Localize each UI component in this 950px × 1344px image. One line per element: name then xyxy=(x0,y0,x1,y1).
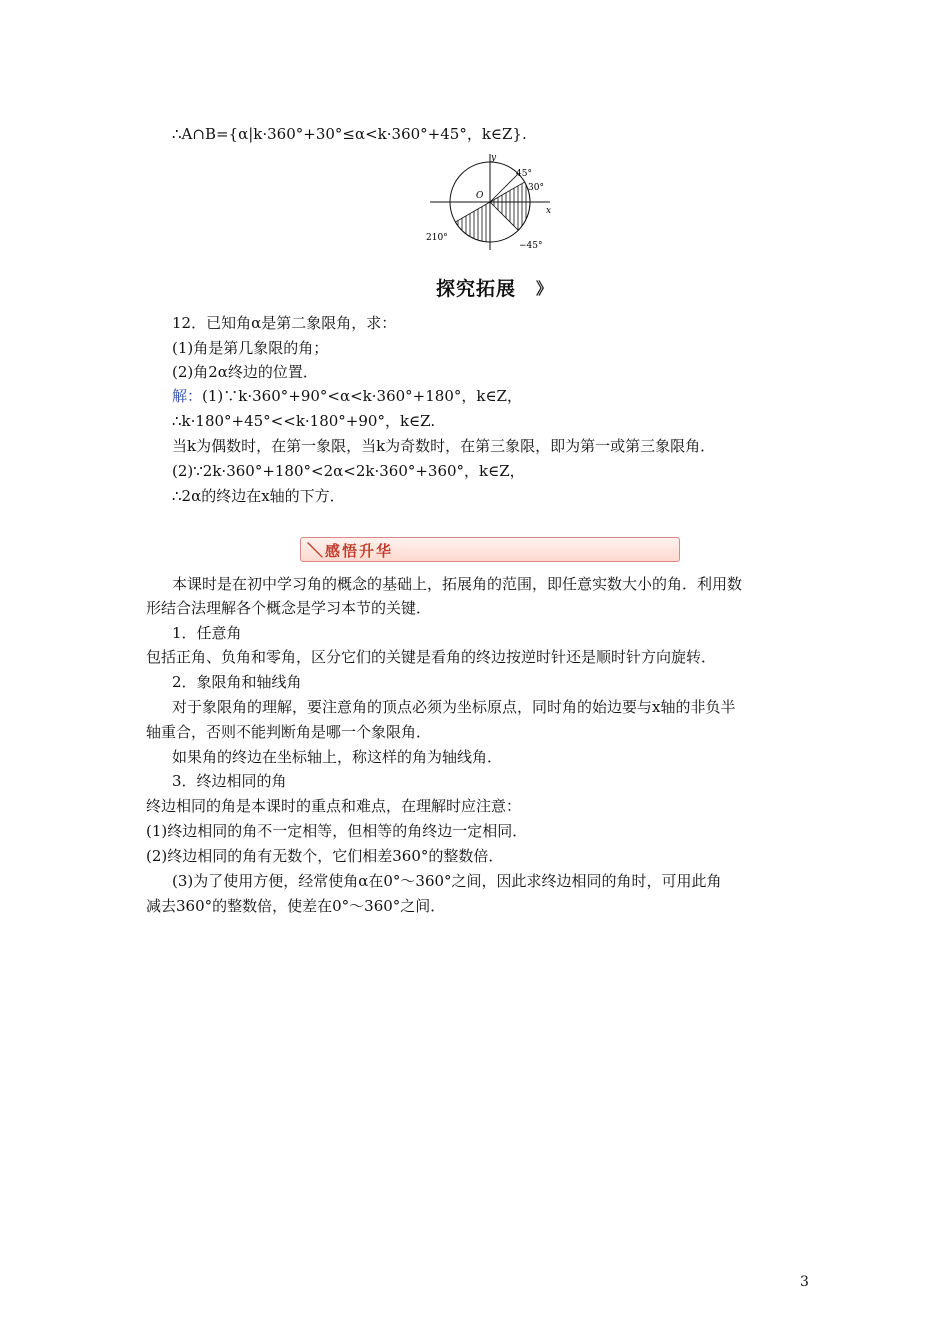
banner-title: 感悟升华 xyxy=(325,542,394,560)
solution-line-1: 解：(1)∵k·360°+90°<α<k·360°+180°，k∈Z， xyxy=(172,387,522,405)
coterminal-note-3: (3)为了使用方便，经常使角α在0°～360°之间，因此求终边相同的角时，可用此角 xyxy=(172,872,722,890)
coterminal-intro: 终边相同的角是本课时的重点和难点，在理解时应注意： xyxy=(146,797,522,815)
y-axis-label: y xyxy=(491,153,497,163)
arbitrary-angle-text: 包括正角、负角和零角，区分它们的关键是看角的终边按逆时针还是顺时针方向旋转． xyxy=(146,648,717,666)
quadrant-angle-text-cont: 轴重合，否则不能判断角是哪一个象限角． xyxy=(146,723,432,741)
angle-diagram xyxy=(420,150,560,255)
solution-label: 解： xyxy=(172,387,203,405)
axis-angle-text: 如果角的终边在坐标轴上，称这样的角为轴线角． xyxy=(172,748,503,766)
coterminal-note-2: (2)终边相同的角有无数个，它们相差360°的整数倍． xyxy=(146,847,504,865)
insight-banner xyxy=(300,537,680,562)
explore-title: 探究拓展 xyxy=(436,278,517,300)
intersection-result: ∴A∩B={α|k·360°+30°≤α<k·360°+45°，k∈Z}. xyxy=(172,125,527,143)
solution-line-2: ∴k·180°+45°<<k·180°+90°，k∈Z. xyxy=(172,412,436,430)
banner-slash-icon: ＼ xyxy=(307,541,324,560)
shaded-sector-third xyxy=(455,202,490,242)
chevron-right-icon: 》 xyxy=(536,279,553,298)
coterminal-note-1: (1)终边相同的角不一定相等，但相等的角终边一定相同． xyxy=(146,822,528,840)
problem-12-part1: (1)角是第几象限的角； xyxy=(172,339,329,357)
angle-30-label: 30° xyxy=(528,183,544,193)
problem-12-stem: 12．已知角α是第二象限角，求： xyxy=(172,314,397,332)
solution-line-5: ∴2α的终边在x轴的下方． xyxy=(172,487,345,505)
page-number: 3 xyxy=(800,1274,809,1290)
summary-para-1: 本课时是在初中学习角的概念的基础上，拓展角的范围，即任意实数大小的角．利用数 xyxy=(172,575,743,593)
quadrant-angle-text: 对于象限角的理解，要注意角的顶点必须为坐标原点，同时角的始边要与x轴的非负半 xyxy=(172,698,736,716)
heading-arbitrary-angle: 1．任意角 xyxy=(172,624,242,642)
angle-210-label: 210° xyxy=(426,233,448,243)
shaded-sector-first xyxy=(490,182,530,230)
heading-coterminal: 3．终边相同的角 xyxy=(172,772,287,790)
heading-quadrant-angle: 2．象限角和轴线角 xyxy=(172,673,302,691)
angle-neg45-label: −45° xyxy=(519,241,543,251)
summary-para-1-cont: 形结合法理解各个概念是学习本节的关键． xyxy=(146,599,432,617)
solution-line-3: 当k为偶数时，在第一象限，当k为奇数时，在第三象限，即为第一或第三象限角． xyxy=(172,437,716,455)
coterminal-note-3-cont: 减去360°的整数倍，使差在0°～360°之间． xyxy=(146,897,446,915)
problem-12-part2: (2)角2α终边的位置． xyxy=(172,363,318,381)
origin-label: O xyxy=(476,191,484,201)
solution-line-4: (2)∵2k·360°+180°<2α<2k·360°+360°，k∈Z， xyxy=(172,462,525,480)
x-axis-label: x xyxy=(546,206,552,216)
angle-45-label: 45° xyxy=(516,169,532,179)
explore-section-heading xyxy=(436,274,556,300)
